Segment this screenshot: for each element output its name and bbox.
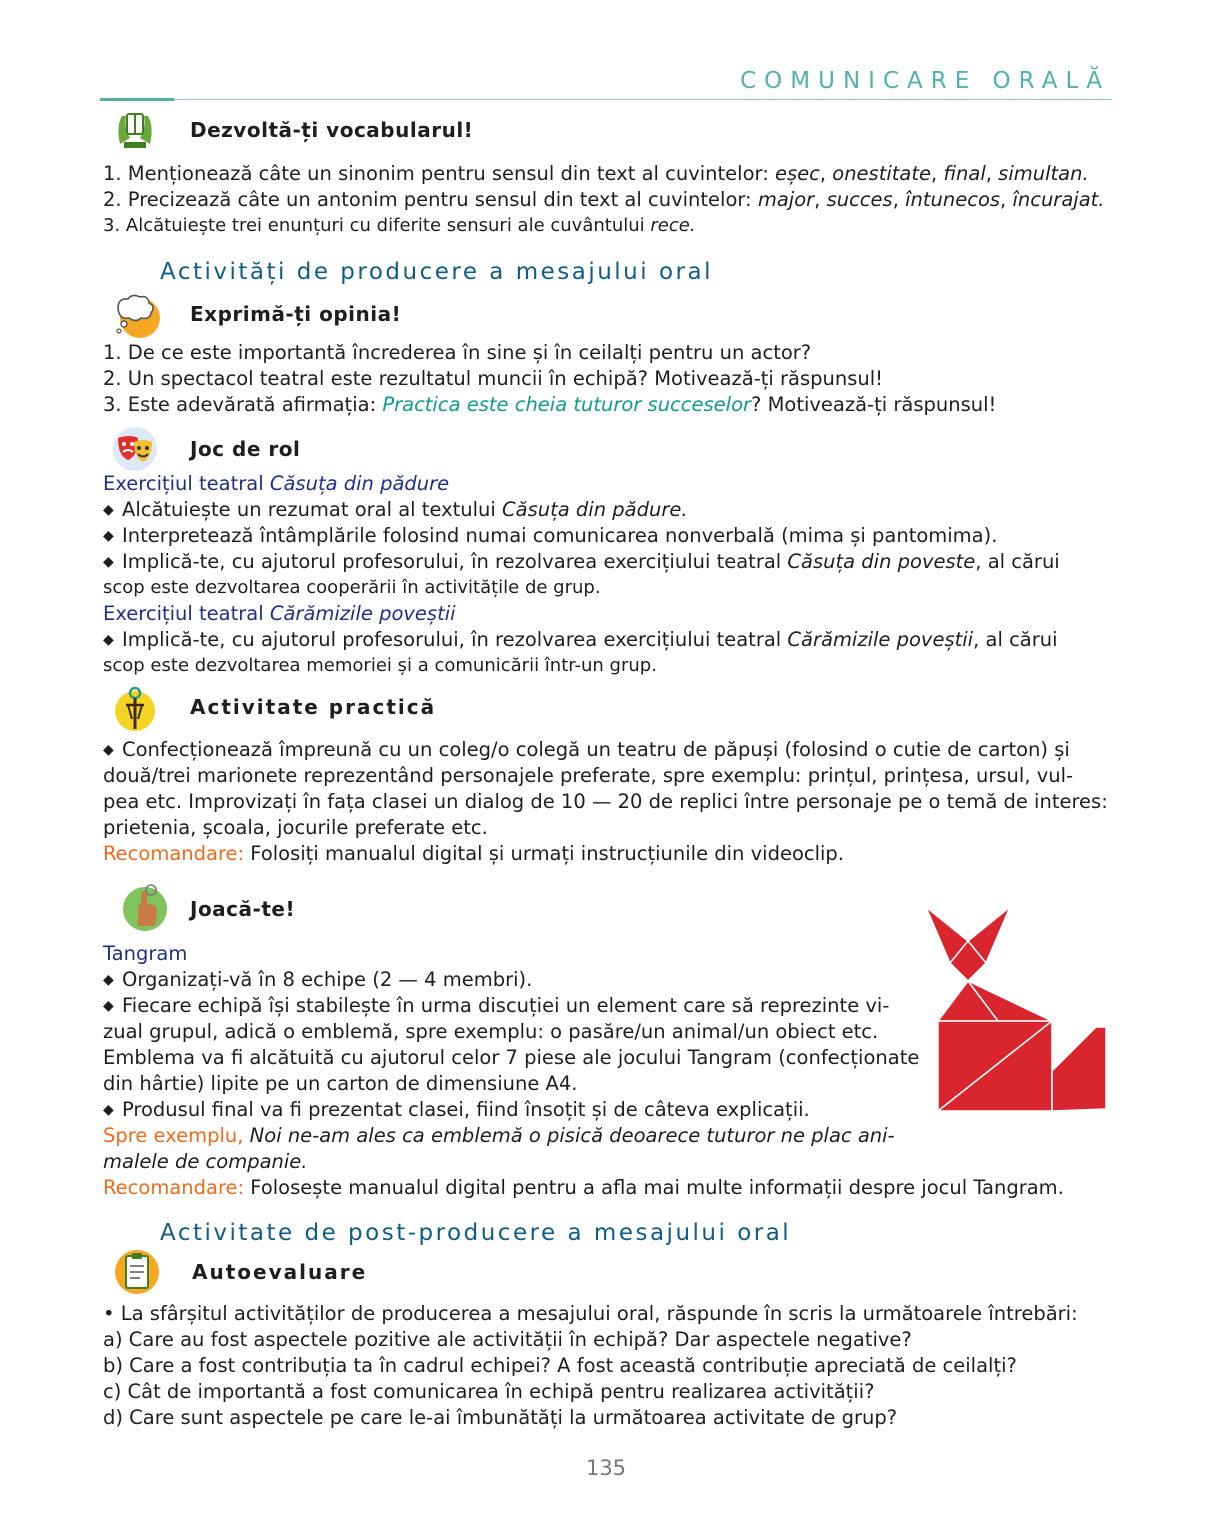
word: major	[757, 188, 815, 211]
title-italic: Căsuța din pădure.	[502, 498, 688, 521]
play-bullet-2-cont-2: Emblema va fi alcătuită cu ajutorul celor 7 piese ale jocului Tangram (confecționate	[103, 1046, 920, 1069]
word: onestitate	[832, 162, 932, 185]
play-bullet-2-cont-3: din hârtie) lipite pe un carton de dimensiune A4.	[103, 1072, 578, 1095]
title-italic: Cărămizile poveștii	[787, 628, 974, 651]
example-label: Spre exemplu,	[103, 1124, 244, 1147]
bullet-text: Implică-te, cu ajutorul profesorului, în rezolvarea exercițiului teatral	[121, 628, 788, 651]
diamond-bullet-icon: ◆	[103, 528, 114, 544]
bullet-text: , al cărui	[975, 550, 1060, 573]
hands-book-icon	[110, 104, 160, 154]
role-bullet-3-cont: scop este dezvoltarea cooperării în activitățile de grup.	[103, 577, 601, 598]
play-title: Joacă-te!	[190, 897, 296, 921]
tangram-cat-image	[920, 905, 1112, 1115]
header-rule-accent	[100, 98, 174, 101]
recommendation-text: Folosește manualul digital pentru a afla mai multe informații despre jocul Tangram.	[244, 1176, 1064, 1199]
self-eval-question-d: d) Care sunt aspectele pe care le-ai îmbunătăți la următoarea activitate de grup?	[103, 1406, 898, 1429]
page-number: 135	[585, 1456, 627, 1480]
practical-line-1	[103, 737, 1070, 763]
play-recommendation	[103, 1175, 1064, 1201]
recommendation-text: Folosiți manualul digital și urmați instrucțiunile din videoclip.	[244, 842, 845, 865]
diamond-bullet-icon: ◆	[103, 502, 114, 518]
header-rule	[100, 99, 1112, 100]
play-example-2	[103, 1149, 308, 1175]
clipboard-icon	[112, 1246, 162, 1296]
question-text: 3. Alcătuiește trei enunțuri cu diferite sensuri ale cuvântului	[103, 215, 651, 236]
bullet-text: Interpretează întâmplările folosind numai comunicarea nonverbală (mima și pantomima).	[121, 524, 998, 547]
vocab-title: Dezvoltă-ți vocabularul!	[190, 118, 474, 142]
opinion-question-2: 2. Un spectacol teatral este rezultatul muncii în echipă? Motivează-ți răspunsul!	[103, 367, 883, 390]
diamond-bullet-icon: ◆	[103, 742, 114, 758]
word: rece.	[650, 215, 696, 236]
section-title-production: Activități de producere a mesajului oral	[160, 259, 713, 285]
play-bullet-1	[103, 967, 532, 993]
diamond-bullet-icon: ◆	[103, 632, 114, 648]
question-text: 2. Precizează câte un antonim pentru sensul din text al cuvintelor:	[103, 188, 758, 211]
diamond-bullet-icon: ◆	[103, 972, 114, 988]
exercise-label: Exercițiul teatral	[103, 472, 270, 495]
thought-bubble-icon	[110, 290, 160, 340]
bullet-text: , al cărui	[973, 628, 1058, 651]
diamond-bullet-icon: ◆	[103, 998, 114, 1014]
exercise-name: Cărămizile poveștii	[269, 602, 456, 625]
role-bullet-4-cont: scop este dezvoltarea memoriei și a comunicării într-un grup.	[103, 655, 657, 676]
title-italic: Căsuța din poveste	[787, 550, 976, 573]
role-bullet-4	[103, 627, 1058, 653]
theater-masks-icon	[110, 424, 160, 474]
opinion-question-1: 1. De ce este importantă încrederea în sine și în ceilalți pentru un actor?	[103, 341, 812, 364]
bullet-text: Implică-te, cu ajutorul profesorului, în rezolvarea exercițiului teatral	[121, 550, 788, 573]
word: întunecos	[905, 188, 1001, 211]
tangram-heading: Tangram	[103, 942, 188, 965]
role-bullet-2	[103, 523, 997, 549]
word: succes	[826, 188, 893, 211]
recommendation-label: Recomandare:	[103, 842, 245, 865]
vocab-question-3	[103, 213, 696, 239]
play-bullet-2-cont-1: zual grupul, adică o emblemă, spre exemplu: o pasăre/un animal/un obiect etc.	[103, 1020, 879, 1043]
exercise-name: Căsuța din pădure	[269, 472, 450, 495]
question-text: 3. Este adevărată afirmația:	[103, 393, 383, 416]
bullet-text: Organizați-vă în 8 echipe (2 — 4 membri).	[121, 968, 533, 991]
role-bullet-3	[103, 549, 1060, 575]
example-text: malele de companie.	[103, 1150, 308, 1173]
self-eval-question-b: b) Care a fost contribuția ta în cadrul echipei? A fost această contribuție apreciată de ceilalți?	[103, 1354, 1017, 1377]
running-header: COMUNICARE ORALĂ	[740, 68, 1110, 94]
exercise-label: Exercițiul teatral	[103, 602, 270, 625]
practical-line-3: pea etc. Improvizați în fața clasei un dialog de 10 — 20 de replici între personaje pe o temă de interes:	[103, 790, 1108, 813]
diamond-bullet-icon: ◆	[103, 554, 114, 570]
practical-recommendation	[103, 841, 844, 867]
section-title-post-production: Activitate de post-producere a mesajului oral	[160, 1220, 792, 1246]
word: încurajat.	[1012, 188, 1105, 211]
question-text: ? Motivează-ți răspunsul!	[751, 393, 997, 416]
practical-line-4: prietenia, școala, jocurile preferate etc.	[103, 816, 488, 839]
opinion-question-3	[103, 392, 996, 418]
quote: Practica este cheia tuturor succeselor	[382, 393, 752, 416]
puppet-icon	[110, 683, 160, 733]
self-eval-question-a: a) Care au fost aspectele pozitive ale activității în echipă? Dar aspectele negative?	[103, 1328, 912, 1351]
practical-text: Confecționează împreună cu un coleg/o colegă un teatru de păpuși (folosind o cutie de carton) și	[121, 738, 1070, 761]
hand-touch-icon	[120, 882, 170, 932]
bullet-text: Produsul final va fi prezentat clasei, fiind însoțit și de câteva explicații.	[121, 1098, 810, 1121]
exercise-2-heading	[103, 601, 456, 627]
diamond-bullet-icon: ◆	[103, 1102, 114, 1118]
vocab-question-2: 2. Precizează câte un antonim pentru sensul din text al cuvintelor: major, succes, întunecos, încurajat.	[103, 188, 1105, 211]
opinion-title: Exprimă-ți opinia!	[190, 302, 402, 326]
play-bullet-2	[103, 993, 889, 1019]
role-play-title: Joc de rol	[190, 437, 301, 461]
play-example-1	[103, 1123, 895, 1149]
self-eval-title: Autoevaluare	[192, 1260, 368, 1284]
word: final	[943, 162, 986, 185]
vocab-question-1: 1. Menționează câte un sinonim pentru sensul din text al cuvintelor: eșec, onestitate, final, simultan.	[103, 162, 1089, 185]
self-eval-question-c: c) Cât de importantă a fost comunicarea în echipă pentru realizarea activității?	[103, 1380, 875, 1403]
question-text: 1. Menționează câte un sinonim pentru sensul din text al cuvintelor:	[103, 162, 775, 185]
word: simultan.	[998, 162, 1089, 185]
self-eval-intro: • La sfârșitul activităților de producerea a mesajului oral, răspunde în scris la următoarele întrebări:	[103, 1302, 1078, 1325]
practical-title: Activitate practică	[190, 695, 437, 719]
practical-line-2: două/trei marionete reprezentând personajele preferate, spre exemplu: prințul, prințesa, ursul, vul-	[103, 764, 1074, 787]
bullet-text: Fiecare echipă își stabilește în urma discuției un element care să reprezinte vi-	[121, 994, 890, 1017]
exercise-1-heading	[103, 471, 449, 497]
play-bullet-3	[103, 1097, 810, 1123]
word: eșec	[774, 162, 820, 185]
recommendation-label: Recomandare:	[103, 1176, 245, 1199]
bullet-text: Alcătuiește un rezumat oral al textului	[121, 498, 503, 521]
role-bullet-1	[103, 497, 688, 523]
example-text: Noi ne-am ales ca emblemă o pisică deoarece tuturor ne plac ani-	[243, 1124, 895, 1147]
